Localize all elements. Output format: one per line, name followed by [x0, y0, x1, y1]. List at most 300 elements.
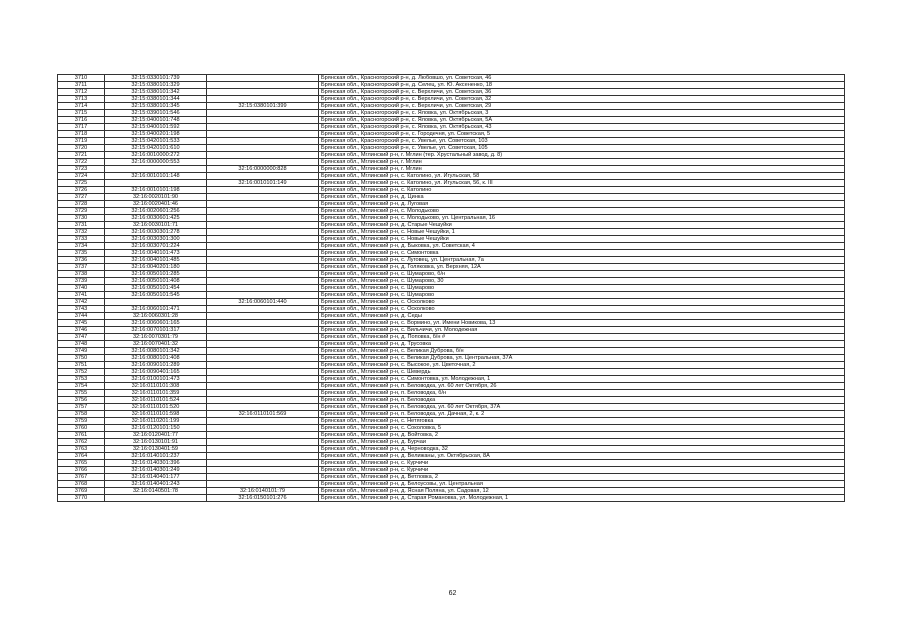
- cadastral-number-cell: 32:16:0110101:308: [105, 383, 207, 390]
- address-cell: Брянская обл., Мглинский р-н, с. Курчичи: [319, 460, 845, 467]
- cadastral-number-cell: 32:16:0010101:198: [105, 187, 207, 194]
- address-cell: Брянская обл., Мглинский р-н, д. Голяковка, ул. Верхняя, 12А: [319, 264, 845, 271]
- address-cell: Брянская обл., Мглинский р-н, д. Черноводка, 32: [319, 446, 845, 453]
- table-row: [58, 180, 845, 187]
- cadastral-number-cell: 32:15:0390101:546: [105, 110, 207, 117]
- cadastral-number-cell: 32:16:0110101:598: [105, 411, 207, 418]
- table-row: [58, 117, 845, 124]
- address-cell: Брянская обл., Мглинский р-н, с. Высокое, ул. Цветочная, 2: [319, 362, 845, 369]
- cadastral-number-cell: 32:16:0070401:32: [105, 341, 207, 348]
- address-cell: Брянская обл., Красногорский р-н, с. Верхличи, ул. Советская, 32: [319, 96, 845, 103]
- cadastral-number-cell: 32:15:0400201:198: [105, 131, 207, 138]
- table-row: [58, 292, 845, 299]
- cadastral-number-cell: 32:16:0110101:520: [105, 404, 207, 411]
- table-row: [58, 278, 845, 285]
- address-cell: Брянская обл., Мглинский р-н, с. Луговец, ул. Центральная, 7а: [319, 257, 845, 264]
- previous-number-cell: [207, 257, 319, 264]
- cadastral-number-cell: 32:16:0040201:180: [105, 264, 207, 271]
- previous-number-cell: [207, 187, 319, 194]
- address-cell: Брянская обл., Красногорский р-н, д. Селец, ул. Ю. Аксененко, 18: [319, 82, 845, 89]
- table-row: [58, 383, 845, 390]
- cadastral-number-cell: 32:16:0130101:91: [105, 439, 207, 446]
- row-number-cell: 3734: [58, 243, 105, 250]
- cadastral-number-cell: 32:16:0040101:485: [105, 257, 207, 264]
- previous-number-cell: [207, 369, 319, 376]
- row-number-cell: 3741: [58, 292, 105, 299]
- previous-number-cell: [207, 96, 319, 103]
- cadastral-number-cell: 32:16:0060101:471: [105, 306, 207, 313]
- cadastral-number-cell: 32:16:0040101:473: [105, 250, 207, 257]
- table-row: [58, 208, 845, 215]
- row-number-cell: 3751: [58, 362, 105, 369]
- cadastral-number-cell: 32:16:0030301:300: [105, 236, 207, 243]
- row-number-cell: 3714: [58, 103, 105, 110]
- address-cell: Брянская обл., Мглинский р-н, д. Трусовка: [319, 341, 845, 348]
- row-number-cell: 3719: [58, 138, 105, 145]
- address-cell: Брянская обл., Красногорский р-н, с. Увелье, ул. Советская, 105: [319, 145, 845, 152]
- previous-number-cell: [207, 208, 319, 215]
- previous-number-cell: [207, 474, 319, 481]
- previous-number-cell: [207, 404, 319, 411]
- cadastral-number-cell: 32:16:0140501:78: [105, 488, 207, 495]
- address-cell: Брянская обл., Мглинский р-н, с. Нетяговка: [319, 418, 845, 425]
- previous-number-cell: 32:15:0380101:399: [207, 103, 319, 110]
- row-number-cell: 3750: [58, 355, 105, 362]
- row-number-cell: 3749: [58, 348, 105, 355]
- address-cell: Брянская обл., Мглинский р-н, с. Шумарово: [319, 292, 845, 299]
- cadastral-number-cell: 32:16:0050101:454: [105, 285, 207, 292]
- previous-number-cell: [207, 89, 319, 96]
- address-cell: Брянская обл., Мглинский р-н, д. Велижаны, ул. Октябрьская, 8А: [319, 453, 845, 460]
- row-number-cell: 3735: [58, 250, 105, 257]
- table-row: [58, 390, 845, 397]
- address-cell: Брянская обл., Мглинский р-н, г. Мглин: [319, 159, 845, 166]
- address-cell: Брянская обл., Мглинский р-н, д. Быковка, ул. Советская, 4: [319, 243, 845, 250]
- row-number-cell: 3739: [58, 278, 105, 285]
- previous-number-cell: 32:16:0060101:440: [207, 299, 319, 306]
- row-number-cell: 3766: [58, 467, 105, 474]
- address-cell: Брянская обл., Мглинский р-н, д. Старые Чешуйки: [319, 222, 845, 229]
- table-row: [58, 166, 845, 173]
- cadastral-number-cell: 32:15:0380101:329: [105, 82, 207, 89]
- previous-number-cell: [207, 355, 319, 362]
- previous-number-cell: [207, 460, 319, 467]
- address-cell: Брянская обл., Мглинский р-н, г. Мглин (тер. Хрустальный завод, д. 8): [319, 152, 845, 159]
- cadastral-number-cell: [105, 495, 207, 502]
- previous-number-cell: 32:16:0010101:149: [207, 180, 319, 187]
- row-number-cell: 3718: [58, 131, 105, 138]
- address-cell: Брянская обл., Мглинский р-н, с. Осколково: [319, 306, 845, 313]
- address-cell: Брянская обл., Красногорский р-н, с. Яловка, ул. Октябрьская, 5А: [319, 117, 845, 124]
- table-row: [58, 299, 845, 306]
- table-row: [58, 96, 845, 103]
- address-cell: Брянская обл., Мглинский р-н, с. Великая Дуброва, ул. Центральная, 37А: [319, 355, 845, 362]
- previous-number-cell: [207, 348, 319, 355]
- address-cell: Брянская обл., Мглинский р-н, с. Новые Чешуйки, 1: [319, 229, 845, 236]
- row-number-cell: 3738: [58, 271, 105, 278]
- table-row: [58, 236, 845, 243]
- table-row: [58, 446, 845, 453]
- previous-number-cell: [207, 418, 319, 425]
- row-number-cell: 3731: [58, 222, 105, 229]
- row-number-cell: 3736: [58, 257, 105, 264]
- table-row: [58, 425, 845, 432]
- previous-number-cell: [207, 124, 319, 131]
- previous-number-cell: [207, 145, 319, 152]
- table-row: [58, 243, 845, 250]
- table-row: [58, 453, 845, 460]
- table-row: [58, 376, 845, 383]
- row-number-cell: 3764: [58, 453, 105, 460]
- row-number-cell: 3769: [58, 488, 105, 495]
- address-cell: Брянская обл., Мглинский р-н, д. Ясная Поляна, ул. Садовая, 12: [319, 488, 845, 495]
- table-row: [58, 460, 845, 467]
- table-row: [58, 264, 845, 271]
- previous-number-cell: [207, 159, 319, 166]
- address-cell: Брянская обл., Мглинский р-н, с. Католино: [319, 187, 845, 194]
- table-row: [58, 474, 845, 481]
- cadastral-number-cell: 32:16:0030101:71: [105, 222, 207, 229]
- address-cell: Брянская обл., Мглинский р-н, с. Католино, ул. Игульская, 58: [319, 173, 845, 180]
- row-number-cell: 3755: [58, 390, 105, 397]
- table-row: [58, 488, 845, 495]
- previous-number-cell: [207, 110, 319, 117]
- table-row: [58, 103, 845, 110]
- row-number-cell: 3715: [58, 110, 105, 117]
- address-cell: Брянская обл., Мглинский р-н, с. Великая Дуброва, б/н: [319, 348, 845, 355]
- row-number-cell: 3768: [58, 481, 105, 488]
- row-number-cell: 3723: [58, 166, 105, 173]
- previous-number-cell: [207, 222, 319, 229]
- row-number-cell: 3725: [58, 180, 105, 187]
- table-row: [58, 404, 845, 411]
- address-cell: Брянская обл., Красногорский р-н, с. Яловка, ул. Октябрьская, 43: [319, 124, 845, 131]
- cadastral-number-cell: 32:16:0070101:317: [105, 327, 207, 334]
- previous-number-cell: [207, 362, 319, 369]
- row-number-cell: 3728: [58, 201, 105, 208]
- address-cell: Брянская обл., Мглинский р-н, с. Симонтовка: [319, 250, 845, 257]
- cadastral-number-cell: 32:15:0380101:344: [105, 96, 207, 103]
- cadastral-number-cell: 32:15:0380101:342: [105, 89, 207, 96]
- table-row: [58, 467, 845, 474]
- table-row: [58, 257, 845, 264]
- cadastral-number-cell: 32:16:0020601:256: [105, 208, 207, 215]
- cadastral-number-cell: 32:15:0420101:610: [105, 145, 207, 152]
- row-number-cell: 3720: [58, 145, 105, 152]
- cadastral-number-cell: 32:16:0140401:243: [105, 481, 207, 488]
- row-number-cell: 3727: [58, 194, 105, 201]
- row-number-cell: 3712: [58, 89, 105, 96]
- cadastral-number-cell: 32:16:0050101:408: [105, 278, 207, 285]
- table-row: [58, 229, 845, 236]
- cadastral-number-cell: 32:16:0050101:285: [105, 271, 207, 278]
- row-number-cell: 3710: [58, 75, 105, 82]
- cadastral-number-cell: 32:16:0140401:177: [105, 474, 207, 481]
- cadastral-number-cell: 32:16:0110101:359: [105, 390, 207, 397]
- address-cell: Брянская обл., Мглинский р-н, с. Шумарово, б/н: [319, 271, 845, 278]
- registry-table: [57, 74, 845, 502]
- row-number-cell: 3717: [58, 124, 105, 131]
- previous-number-cell: [207, 397, 319, 404]
- address-cell: Брянская обл., Мглинский р-н, д. Ветловка, 2: [319, 474, 845, 481]
- row-number-cell: 3740: [58, 285, 105, 292]
- address-cell: Брянская обл., Красногорский р-н, с. Верхличи, ул. Советская, 36: [319, 89, 845, 96]
- table-row: [58, 159, 845, 166]
- previous-number-cell: [207, 173, 319, 180]
- cadastral-number-cell: 32:16:0140301:396: [105, 460, 207, 467]
- cadastral-number-cell: 32:16:0120401:77: [105, 432, 207, 439]
- row-number-cell: 3732: [58, 229, 105, 236]
- table-row: [58, 124, 845, 131]
- address-cell: Брянская обл., Мглинский р-н, д. Белоусовы, ул. Центральная: [319, 481, 845, 488]
- cadastral-number-cell: 32:15:0420101:533: [105, 138, 207, 145]
- row-number-cell: 3716: [58, 117, 105, 124]
- cadastral-number-cell: 32:16:0140101:237: [105, 453, 207, 460]
- cadastral-number-cell: 32:16:0050101:545: [105, 292, 207, 299]
- address-cell: Брянская обл., Мглинский р-н, д. Поповка, б/н #: [319, 334, 845, 341]
- row-number-cell: 3763: [58, 446, 105, 453]
- row-number-cell: 3733: [58, 236, 105, 243]
- previous-number-cell: [207, 82, 319, 89]
- row-number-cell: 3762: [58, 439, 105, 446]
- previous-number-cell: 32:16:0110101:569: [207, 411, 319, 418]
- table-row: [58, 285, 845, 292]
- previous-number-cell: [207, 376, 319, 383]
- cadastral-number-cell: 32:16:0030601:425: [105, 215, 207, 222]
- table-row: [58, 110, 845, 117]
- cadastral-number-cell: 32:16:0100101:473: [105, 376, 207, 383]
- address-cell: Брянская обл., Мглинский р-н, с. Молодьково, ул. Центральная, 16: [319, 215, 845, 222]
- cadastral-number-cell: 32:16:0000000:553: [105, 159, 207, 166]
- cadastral-number-cell: 32:16:0110201:199: [105, 418, 207, 425]
- cadastral-number-cell: 32:16:0020101:90: [105, 194, 207, 201]
- previous-number-cell: [207, 453, 319, 460]
- address-cell: Брянская обл., Мглинский р-н, д. Седы: [319, 313, 845, 320]
- address-cell: Брянская обл., Красногорский р-н, с. Увелье, ул. Советская, 103: [319, 138, 845, 145]
- cadastral-number-cell: 32:15:0330101:739: [105, 75, 207, 82]
- row-number-cell: 3767: [58, 474, 105, 481]
- previous-number-cell: 32:16:0150101:276: [207, 495, 319, 502]
- cadastral-number-cell: [105, 299, 207, 306]
- previous-number-cell: [207, 264, 319, 271]
- cadastral-number-cell: [105, 166, 207, 173]
- cadastral-number-cell: 32:16:0130401:59: [105, 446, 207, 453]
- table-row: [58, 439, 845, 446]
- address-cell: Брянская обл., Мглинский р-н, с. Молодьково: [319, 208, 845, 215]
- cadastral-number-cell: 32:16:0060301:28: [105, 313, 207, 320]
- previous-number-cell: 32:16:0000000:828: [207, 166, 319, 173]
- table-row: [58, 313, 845, 320]
- row-number-cell: 3745: [58, 320, 105, 327]
- table-row: [58, 369, 845, 376]
- row-number-cell: 3760: [58, 425, 105, 432]
- address-cell: Брянская обл., Красногорский р-н, с. Городечня, ул. Советская, 5: [319, 131, 845, 138]
- table-row: [58, 131, 845, 138]
- cadastral-number-cell: 32:16:0010000:272: [105, 152, 207, 159]
- address-cell: Брянская обл., Мглинский р-н, с. Шумарово, 30: [319, 278, 845, 285]
- previous-number-cell: [207, 446, 319, 453]
- row-number-cell: 3746: [58, 327, 105, 334]
- row-number-cell: 3756: [58, 397, 105, 404]
- previous-number-cell: [207, 201, 319, 208]
- previous-number-cell: [207, 250, 319, 257]
- row-number-cell: 3742: [58, 299, 105, 306]
- table-row: [58, 201, 845, 208]
- row-number-cell: 3737: [58, 264, 105, 271]
- table-row: [58, 89, 845, 96]
- cadastral-number-cell: 32:15:0380101:345: [105, 103, 207, 110]
- row-number-cell: 3743: [58, 306, 105, 313]
- previous-number-cell: [207, 215, 319, 222]
- table-row: [58, 362, 845, 369]
- registry-body: [58, 75, 845, 502]
- cadastral-number-cell: 32:16:0080101:342: [105, 348, 207, 355]
- address-cell: Брянская обл., Мглинский р-н, с. Шумарово: [319, 285, 845, 292]
- address-cell: Брянская обл., Мглинский р-н, п. Беловодка: [319, 397, 845, 404]
- row-number-cell: 3758: [58, 411, 105, 418]
- row-number-cell: 3770: [58, 495, 105, 502]
- table-row: [58, 411, 845, 418]
- cadastral-number-cell: 32:16:0120101:150: [105, 425, 207, 432]
- table-row: [58, 222, 845, 229]
- previous-number-cell: [207, 390, 319, 397]
- address-cell: Брянская обл., Мглинский р-н, д. Луговая: [319, 201, 845, 208]
- table-row: [58, 306, 845, 313]
- address-cell: Брянская обл., Красногорский р-н, с. Верхличи, ул. Советская, 29: [319, 103, 845, 110]
- address-cell: Брянская обл., Мглинский р-н, д. Войтовка, 2: [319, 432, 845, 439]
- cadastral-number-cell: 32:15:0400101:592: [105, 124, 207, 131]
- cadastral-number-cell: 32:16:0080101:408: [105, 355, 207, 362]
- address-cell: Брянская обл., Мглинский р-н, с. Осколково: [319, 299, 845, 306]
- cadastral-number-cell: 32:16:0140301:249: [105, 467, 207, 474]
- previous-number-cell: [207, 194, 319, 201]
- previous-number-cell: [207, 138, 319, 145]
- previous-number-cell: [207, 271, 319, 278]
- row-number-cell: 3729: [58, 208, 105, 215]
- table-row: [58, 320, 845, 327]
- address-cell: Брянская обл., Мглинский р-н, п. Беловодка, б/н: [319, 390, 845, 397]
- table-row: [58, 215, 845, 222]
- cadastral-number-cell: 32:16:0030301:278: [105, 229, 207, 236]
- address-cell: Брянская обл., Мглинский р-н, с. Новые Чешуйки: [319, 236, 845, 243]
- row-number-cell: 3744: [58, 313, 105, 320]
- table-row: [58, 173, 845, 180]
- previous-number-cell: [207, 334, 319, 341]
- address-cell: Брянская обл., Мглинский р-н, д. Цинка: [319, 194, 845, 201]
- table-row: [58, 250, 845, 257]
- table-row: [58, 432, 845, 439]
- table-row: [58, 194, 845, 201]
- cadastral-number-cell: 32:16:0030701:224: [105, 243, 207, 250]
- address-cell: Брянская обл., Мглинский р-н, с. Вильчичи, ул. Молодежная: [319, 327, 845, 334]
- previous-number-cell: [207, 327, 319, 334]
- cadastral-number-cell: 32:16:0010101:148: [105, 173, 207, 180]
- previous-number-cell: [207, 481, 319, 488]
- row-number-cell: 3757: [58, 404, 105, 411]
- row-number-cell: 3761: [58, 432, 105, 439]
- previous-number-cell: [207, 341, 319, 348]
- cadastral-number-cell: 32:16:0060601:165: [105, 320, 207, 327]
- cadastral-number-cell: 32:15:0400101:748: [105, 117, 207, 124]
- row-number-cell: 3747: [58, 334, 105, 341]
- address-cell: Брянская обл., Мглинский р-н, с. Курчичи: [319, 467, 845, 474]
- table-row: [58, 327, 845, 334]
- previous-number-cell: [207, 278, 319, 285]
- row-number-cell: 3752: [58, 369, 105, 376]
- cadastral-number-cell: 32:16:0020401:46: [105, 201, 207, 208]
- table-row: [58, 334, 845, 341]
- previous-number-cell: [207, 285, 319, 292]
- previous-number-cell: [207, 425, 319, 432]
- previous-number-cell: [207, 243, 319, 250]
- table-row: [58, 75, 845, 82]
- row-number-cell: 3724: [58, 173, 105, 180]
- cadastral-number-cell: 32:16:0110101:524: [105, 397, 207, 404]
- address-cell: Брянская обл., Мглинский р-н, с. Симонтовка, ул. Молодежная, 1: [319, 376, 845, 383]
- previous-number-cell: [207, 152, 319, 159]
- row-number-cell: 3730: [58, 215, 105, 222]
- cadastral-number-cell: 32:16:0090101:289: [105, 362, 207, 369]
- previous-number-cell: [207, 75, 319, 82]
- previous-number-cell: [207, 236, 319, 243]
- address-cell: Брянская обл., Мглинский р-н, с. Вормино, ул. Имени Новикова, 13: [319, 320, 845, 327]
- previous-number-cell: [207, 439, 319, 446]
- address-cell: Брянская обл., Мглинский р-н, с. Соколовка, 5: [319, 425, 845, 432]
- table-row: [58, 348, 845, 355]
- row-number-cell: 3765: [58, 460, 105, 467]
- row-number-cell: 3713: [58, 96, 105, 103]
- address-cell: Брянская обл., Красногорский р-н, д. Любовшо, ул. Советская, 46: [319, 75, 845, 82]
- previous-number-cell: [207, 117, 319, 124]
- previous-number-cell: [207, 467, 319, 474]
- address-cell: Брянская обл., Мглинский р-н, п. Беловодка, ул. Дачная, 2, к. 2: [319, 411, 845, 418]
- table-row: [58, 341, 845, 348]
- table-row: [58, 145, 845, 152]
- row-number-cell: 3748: [58, 341, 105, 348]
- table-row: [58, 495, 845, 502]
- address-cell: Брянская обл., Красногорский р-н, с. Яловка, ул. Октябрьская, 3: [319, 110, 845, 117]
- row-number-cell: 3726: [58, 187, 105, 194]
- previous-number-cell: [207, 229, 319, 236]
- previous-number-cell: [207, 320, 319, 327]
- cadastral-number-cell: 32:16:0090401:165: [105, 369, 207, 376]
- table-row: [58, 152, 845, 159]
- previous-number-cell: [207, 131, 319, 138]
- address-cell: Брянская обл., Мглинский р-н, п. Беловодка, ул. 60 лет Октября, 26: [319, 383, 845, 390]
- table-row: [58, 418, 845, 425]
- row-number-cell: 3722: [58, 159, 105, 166]
- address-cell: Брянская обл., Мглинский р-н, г. Мглин: [319, 166, 845, 173]
- previous-number-cell: [207, 383, 319, 390]
- previous-number-cell: [207, 306, 319, 313]
- previous-number-cell: [207, 432, 319, 439]
- previous-number-cell: [207, 313, 319, 320]
- row-number-cell: 3711: [58, 82, 105, 89]
- address-cell: Брянская обл., Мглинский р-н, п. Беловодка, ул. 60 лет Октября, 37А: [319, 404, 845, 411]
- row-number-cell: 3759: [58, 418, 105, 425]
- previous-number-cell: 32:16:0140101:79: [207, 488, 319, 495]
- table-row: [58, 271, 845, 278]
- row-number-cell: 3754: [58, 383, 105, 390]
- address-cell: Брянская обл., Мглинский р-н, с. Шевердь: [319, 369, 845, 376]
- address-cell: Брянская обл., Мглинский р-н, с. Католино, ул. Игульская, 56, к. III: [319, 180, 845, 187]
- table-row: [58, 82, 845, 89]
- table-row: [58, 397, 845, 404]
- table-row: [58, 481, 845, 488]
- cadastral-number-cell: [105, 180, 207, 187]
- row-number-cell: 3721: [58, 152, 105, 159]
- cadastral-number-cell: 32:16:0070301:79: [105, 334, 207, 341]
